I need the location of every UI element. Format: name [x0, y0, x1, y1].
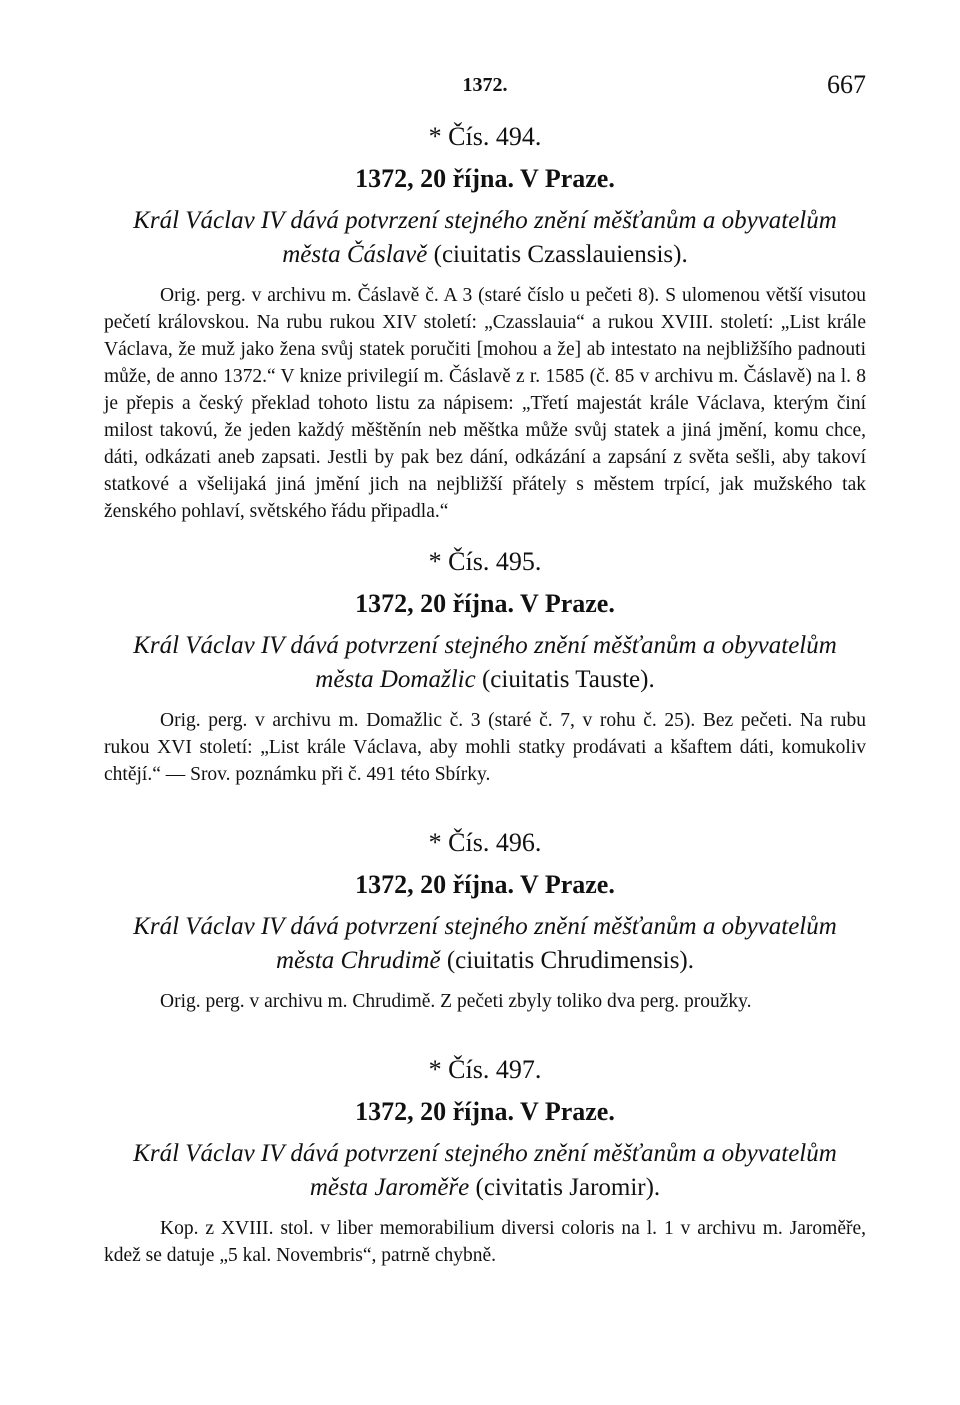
page-number: 667 — [827, 70, 866, 99]
entry-number: * Čís. 495. — [428, 547, 542, 576]
entry-number: * Čís. 497. — [428, 1055, 542, 1084]
summary-latin: (ciuitatis Tauste). — [475, 666, 655, 693]
entry-note: Kop. z XVIII. stol. v liber memorabilium diversi coloris na l. 1 v archivu m. Jaroměře, kdež se datuje „5 kal. Novembris“, patrně chybně. — [104, 1218, 866, 1266]
entry-summary — [104, 629, 866, 697]
summary-italic: Král Václav IV dává potvrzení stejného znění měšťanům a obyvatelům města Jaroměře — [133, 1140, 837, 1201]
document-page — [104, 62, 866, 1269]
summary-italic: Král Václav IV dává potvrzení stejného znění měšťanům a obyvatelům města Domažlic — [133, 632, 837, 693]
entry-number: * Čís. 494. — [428, 122, 542, 151]
entry-summary — [104, 204, 866, 272]
entry-date: 1372, 20 října. V Praze. — [355, 164, 615, 193]
entry-date: 1372, 20 října. V Praze. — [355, 589, 615, 618]
summary-italic: Král Václav IV dává potvrzení stejného znění měšťanům a obyvatelům města Čáslavě — [133, 207, 837, 268]
summary-italic: Král Václav IV dává potvrzení stejného znění měšťanům a obyvatelům města Chrudimě — [133, 913, 837, 974]
entry-summary — [104, 1137, 866, 1205]
running-header — [104, 62, 866, 102]
entry-495 — [104, 547, 866, 788]
summary-latin: (ciuitatis Czasslauiensis). — [427, 241, 688, 268]
summary-latin: (ciuitatis Chrudimensis). — [440, 947, 695, 974]
entry-note: Orig. perg. v archivu m. Chrudimě. Z pečeti zbyly toliko dva perg. proužky. — [160, 991, 752, 1012]
entry-497 — [104, 1055, 866, 1269]
running-year: 1372. — [462, 74, 508, 96]
entry-note: Orig. perg. v archivu m. Domažlic č. 3 (staré č. 7, v rohu č. 25). Bez pečeti. Na rubu rukou XVI století: „List krále Václava, aby mohli statky prodávati a kšaftem dáti, komukoliv chtějí.“ — Srov. poznámku při č. 491 této Sbírky. — [104, 710, 866, 785]
entry-date: 1372, 20 října. V Praze. — [355, 1097, 615, 1126]
entry-496 — [104, 828, 866, 1015]
entry-494 — [104, 122, 866, 525]
entry-summary — [104, 910, 866, 978]
summary-latin: (civitatis Jaromir). — [469, 1174, 661, 1201]
entry-note: Orig. perg. v archivu m. Čáslavě č. A 3 (staré číslo u pečeti 8). S ulomenou větší visutou pečetí královskou. Na rubu rukou XIV století: „Czasslauia“ a rukou XVIII. století: „List krále Václava, že muž jako žena svůj statek poručiti [mohou a že] ab intestato na nejbližšího padnouti může, de anno 1372.“ V knize privilegií m. Čáslavě z r. 1585 (č. 85 v archivu m. Čáslavě) na l. 8 je přepis a český překlad tohoto listu za nápisem: „Třetí majestát krále Václava, kterým činí milost takovú, že jeden každý měštěnín neb měštka může svůj statek a jiná jmění, komu chce, dáti, odkázati aneb zapsati. Jestli by pak bez dání, odkázání a zapsání z světa sešli, aby takoví statkové a všelijaká jiná jmění jich na nejbližší přátely s městem trpící, jak mužského tak ženského pohlaví, světského řádu připadla.“ — [104, 285, 866, 522]
entry-date: 1372, 20 října. V Praze. — [355, 870, 615, 899]
entry-number: * Čís. 496. — [428, 828, 542, 857]
